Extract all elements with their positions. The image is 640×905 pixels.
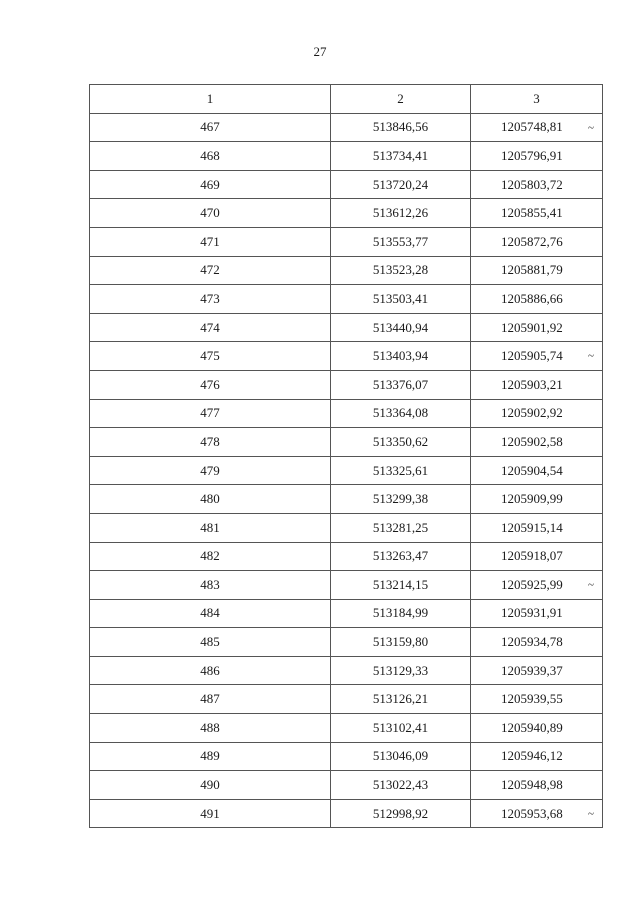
- coordinate-x: 513440,94: [331, 313, 471, 342]
- coordinate-y: 1205915,14: [501, 519, 563, 535]
- coordinate-x: 513022,43: [331, 771, 471, 800]
- coordinate-y-cell: [471, 771, 603, 800]
- coordinate-y: 1205855,41: [501, 205, 563, 221]
- table-row: [90, 285, 603, 314]
- coordinate-y-cell: [471, 342, 603, 371]
- coordinate-y-cell: [471, 370, 603, 399]
- table-row: [90, 170, 603, 199]
- coordinate-y: 1205940,89: [501, 719, 563, 735]
- coordinate-y-cell: [471, 542, 603, 571]
- table-row: [90, 685, 603, 714]
- coordinate-x: 513126,21: [331, 685, 471, 714]
- point-number: 475: [90, 342, 331, 371]
- table-row: [90, 428, 603, 457]
- table-row: [90, 456, 603, 485]
- coordinate-y: 1205881,79: [501, 262, 563, 278]
- coordinate-y: 1205948,98: [501, 777, 563, 793]
- coordinate-y: 1205886,66: [501, 290, 563, 306]
- coordinate-y: 1205939,37: [501, 662, 563, 678]
- table-row: [90, 571, 603, 600]
- check-mark: ~: [588, 350, 594, 363]
- coordinate-x: 513159,80: [331, 628, 471, 657]
- coordinate-y-cell: [471, 628, 603, 657]
- coordinate-y-cell: [471, 742, 603, 771]
- coordinate-y: 1205946,12: [501, 748, 563, 764]
- coordinate-x: 513553,77: [331, 227, 471, 256]
- table-row: [90, 342, 603, 371]
- point-number: 481: [90, 513, 331, 542]
- coordinate-y: 1205796,91: [501, 147, 563, 163]
- coordinate-y-cell: [471, 256, 603, 285]
- table-header-row: [90, 85, 603, 114]
- table-row: [90, 227, 603, 256]
- coordinate-x: 513299,38: [331, 485, 471, 514]
- coordinate-x: 512998,92: [331, 799, 471, 828]
- table-row: [90, 199, 603, 228]
- coordinate-x: 513720,24: [331, 170, 471, 199]
- coordinate-x: 513102,41: [331, 714, 471, 743]
- coordinate-y-cell: [471, 799, 603, 828]
- coordinate-y-cell: [471, 485, 603, 514]
- point-number: 474: [90, 313, 331, 342]
- coordinate-y-cell: [471, 428, 603, 457]
- coordinate-y-cell: [471, 456, 603, 485]
- check-mark: ~: [588, 579, 594, 592]
- coordinate-y: 1205902,92: [501, 405, 563, 421]
- column-header-3: 3: [471, 85, 603, 114]
- table-row: [90, 513, 603, 542]
- point-number: 468: [90, 142, 331, 171]
- table-row: [90, 656, 603, 685]
- point-number: 467: [90, 113, 331, 142]
- coordinate-y: 1205748,81: [501, 119, 563, 135]
- point-number: 471: [90, 227, 331, 256]
- coordinate-y: 1205909,99: [501, 491, 563, 507]
- coordinate-y-cell: [471, 285, 603, 314]
- table-row: [90, 599, 603, 628]
- point-number: 480: [90, 485, 331, 514]
- coordinate-y: 1205803,72: [501, 176, 563, 192]
- coordinate-y: 1205903,21: [501, 376, 563, 392]
- point-number: 485: [90, 628, 331, 657]
- coordinate-x: 513281,25: [331, 513, 471, 542]
- coordinate-y-cell: [471, 685, 603, 714]
- coordinate-y-cell: [471, 513, 603, 542]
- coordinate-y: 1205872,76: [501, 233, 563, 249]
- table-row: [90, 714, 603, 743]
- point-number: 487: [90, 685, 331, 714]
- coordinate-y: 1205931,91: [501, 605, 563, 621]
- point-number: 477: [90, 399, 331, 428]
- point-number: 490: [90, 771, 331, 800]
- table-row: [90, 142, 603, 171]
- point-number: 491: [90, 799, 331, 828]
- coordinate-y: 1205953,68: [501, 805, 563, 821]
- coordinate-y-cell: [471, 227, 603, 256]
- point-number: 473: [90, 285, 331, 314]
- point-number: 488: [90, 714, 331, 743]
- coordinate-x: 513503,41: [331, 285, 471, 314]
- table-row: [90, 628, 603, 657]
- coordinate-y-cell: [471, 571, 603, 600]
- table-row: [90, 256, 603, 285]
- table-row: [90, 485, 603, 514]
- coordinate-x: 513846,56: [331, 113, 471, 142]
- coordinate-y: 1205904,54: [501, 462, 563, 478]
- coordinate-y: 1205925,99: [501, 576, 563, 592]
- coordinate-x: 513376,07: [331, 370, 471, 399]
- coordinates-table: [89, 84, 603, 828]
- coordinate-y: 1205918,07: [501, 548, 563, 564]
- coordinate-y: 1205905,74: [501, 348, 563, 364]
- coordinate-x: 513046,09: [331, 742, 471, 771]
- coordinate-x: 513734,41: [331, 142, 471, 171]
- table-row: [90, 771, 603, 800]
- coordinate-y-cell: [471, 142, 603, 171]
- table-row: [90, 742, 603, 771]
- point-number: 484: [90, 599, 331, 628]
- coordinate-x: 513612,26: [331, 199, 471, 228]
- coordinate-y: 1205902,58: [501, 433, 563, 449]
- point-number: 478: [90, 428, 331, 457]
- coordinate-x: 513523,28: [331, 256, 471, 285]
- coordinate-y: 1205934,78: [501, 634, 563, 650]
- point-number: 482: [90, 542, 331, 571]
- table-row: [90, 370, 603, 399]
- coordinate-y-cell: [471, 199, 603, 228]
- table-row: [90, 113, 603, 142]
- point-number: 483: [90, 571, 331, 600]
- coordinate-y-cell: [471, 113, 603, 142]
- column-header-2: 2: [331, 85, 471, 114]
- column-header-1: 1: [90, 85, 331, 114]
- page-number: 27: [313, 44, 327, 59]
- table-row: [90, 313, 603, 342]
- point-number: 472: [90, 256, 331, 285]
- point-number: 479: [90, 456, 331, 485]
- table-row: [90, 399, 603, 428]
- coordinate-y-cell: [471, 656, 603, 685]
- coordinate-x: 513129,33: [331, 656, 471, 685]
- coordinate-x: 513364,08: [331, 399, 471, 428]
- coordinate-y-cell: [471, 399, 603, 428]
- coordinate-y-cell: [471, 170, 603, 199]
- coordinate-y-cell: [471, 313, 603, 342]
- coordinate-x: 513263,47: [331, 542, 471, 571]
- check-mark: ~: [588, 121, 594, 134]
- point-number: 486: [90, 656, 331, 685]
- point-number: 470: [90, 199, 331, 228]
- point-number: 489: [90, 742, 331, 771]
- coordinate-x: 513214,15: [331, 571, 471, 600]
- coordinate-x: 513403,94: [331, 342, 471, 371]
- coordinate-x: 513325,61: [331, 456, 471, 485]
- point-number: 476: [90, 370, 331, 399]
- coordinate-y-cell: [471, 714, 603, 743]
- coordinate-y: 1205939,55: [501, 691, 563, 707]
- coordinate-y-cell: [471, 599, 603, 628]
- point-number: 469: [90, 170, 331, 199]
- table-row: [90, 799, 603, 828]
- coordinate-y: 1205901,92: [501, 319, 563, 335]
- table-row: [90, 542, 603, 571]
- coordinate-x: 513184,99: [331, 599, 471, 628]
- coordinate-x: 513350,62: [331, 428, 471, 457]
- check-mark: ~: [588, 807, 594, 820]
